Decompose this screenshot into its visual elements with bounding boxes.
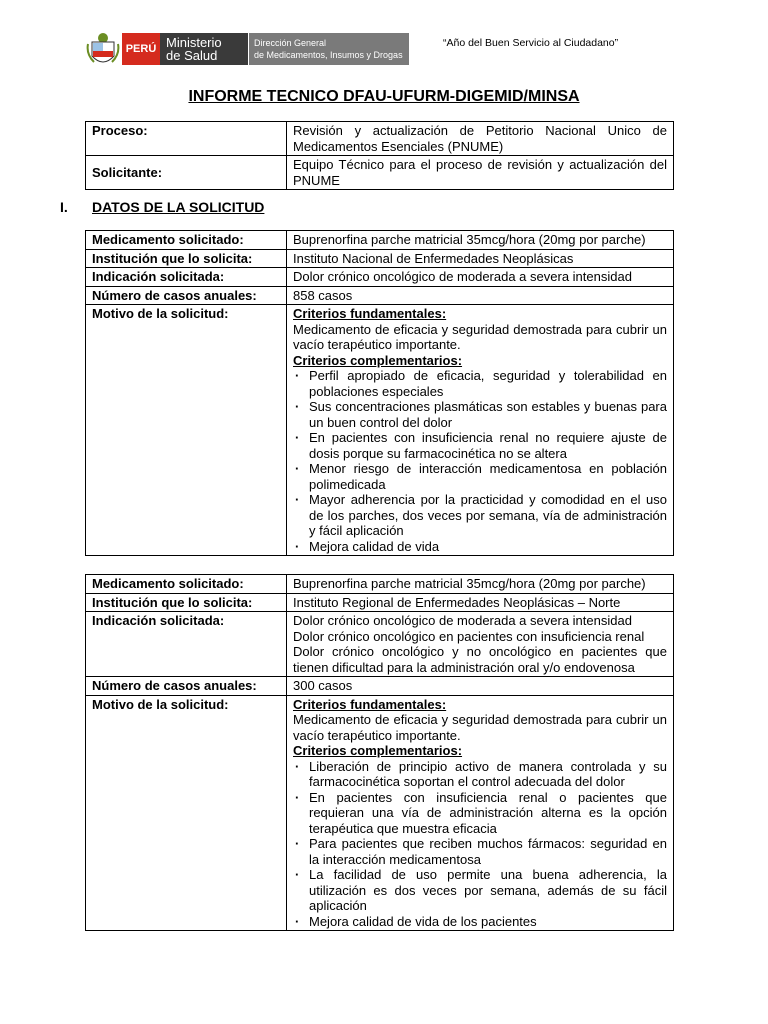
reason-value [287, 305, 674, 556]
table-row [86, 286, 674, 305]
institution-label: Institución que lo solicita: [86, 593, 287, 612]
fundamental-criteria-heading: Criterios fundamentales: [293, 306, 447, 321]
year-motto: “Año del Buen Servicio al Ciudadano” [443, 37, 619, 49]
drug-label: Medicamento solicitado: [86, 231, 287, 250]
table-row [86, 612, 674, 677]
directorate-logo [249, 33, 409, 65]
process-value: Revisión y actualización de Petitorio Nacional Unico de Medicamentos Esenciales (PNUME) [287, 122, 674, 156]
table-row [86, 231, 674, 250]
section-number: I. [60, 199, 68, 215]
list-item: · En pacientes con insuficiencia renal no requiere ajuste de dosis porque su farmacocinética no se altera [293, 430, 667, 461]
document-title: INFORME TECNICO DFAU-UFURM-DIGEMID/MINSA [188, 88, 580, 105]
request-table-1 [85, 230, 674, 556]
list-item: · Liberación de principio activo de manera controlada y su farmacocinética soportan el control adecuada del dolor [293, 759, 667, 790]
section-title: DATOS DE LA SOLICITUD [92, 199, 265, 215]
indication-label: Indicación solicitada: [86, 612, 287, 677]
indication-value [287, 612, 674, 677]
reason-value [287, 695, 674, 931]
drug-label: Medicamento solicitado: [86, 575, 287, 594]
list-item: · Mejora calidad de vida de los pacientes [293, 914, 667, 930]
table-row [86, 593, 674, 612]
table-row [86, 695, 674, 931]
complementary-criteria-list [293, 368, 667, 554]
section-heading [60, 199, 264, 215]
cases-value: 858 casos [287, 286, 674, 305]
cases-label: Número de casos anuales: [86, 677, 287, 696]
fundamental-criteria-text: Medicamento de eficacia y seguridad demostrada para cubrir un vacío terapéutico importante. [293, 712, 667, 743]
table-row [86, 268, 674, 287]
process-info-table [85, 121, 674, 190]
ministry-line1: Ministerio [166, 35, 222, 50]
cases-label: Número de casos anuales: [86, 286, 287, 305]
indication-line: Dolor crónico oncológico y no oncológico en pacientes que tienen dificultad para la administración oral y/o endovenosa [293, 644, 667, 675]
table-row [86, 575, 674, 594]
request-table-2 [85, 574, 674, 931]
list-item: · Mayor adherencia por la practicidad y comodidad en el uso de los parches, dos veces por semana, vía de administración y fácil aplicación [293, 492, 667, 539]
list-item: · Menor riesgo de interacción medicamentosa en población polimedicada [293, 461, 667, 492]
list-item: · Mejora calidad de vida [293, 539, 667, 555]
indication-line: Dolor crónico oncológico de moderada a severa intensidad [293, 613, 632, 628]
institution-value: Instituto Nacional de Enfermedades Neoplásicas [287, 249, 674, 268]
requester-value: Equipo Técnico para el proceso de revisión y actualización del PNUME [287, 156, 674, 190]
complementary-criteria-heading: Criterios complementarios: [293, 352, 463, 368]
drug-value: Buprenorfina parche matricial 35mcg/hora (20mg por parche) [287, 575, 674, 594]
table-row [86, 305, 674, 556]
fundamental-criteria-heading: Criterios fundamentales: [293, 696, 447, 712]
directorate-line2: de Medicamentos, Insumos y Drogas [254, 50, 403, 60]
table-row [86, 156, 674, 190]
process-label: Proceso: [86, 122, 287, 156]
peru-logo: PERÚ [122, 33, 160, 65]
requester-label: Solicitante: [86, 156, 287, 190]
list-item: · Para pacientes que reciben muchos fármacos: seguridad en la interacción medicamentosa [293, 836, 667, 867]
document-header [0, 0, 768, 80]
ministry-logo [160, 33, 248, 65]
cases-value: 300 casos [287, 677, 674, 696]
list-item: · Sus concentraciones plasmáticas son estables y buenas para un buen control del dolor [293, 399, 667, 430]
indication-line: Dolor crónico oncológico en pacientes con insuficiencia renal [293, 628, 645, 644]
complementary-criteria-heading: Criterios complementarios: [293, 743, 463, 758]
institution-value: Instituto Regional de Enfermedades Neoplásicas – Norte [287, 593, 674, 612]
table-row [86, 249, 674, 268]
coat-of-arms-icon [86, 30, 120, 68]
table-row [86, 677, 674, 696]
list-item: · Perfil apropiado de eficacia, seguridad y tolerabilidad en poblaciones especiales [293, 368, 667, 399]
reason-label: Motivo de la solicitud: [86, 695, 287, 931]
drug-value: Buprenorfina parche matricial 35mcg/hora (20mg por parche) [287, 231, 674, 250]
list-item: · La facilidad de uso permite una buena adherencia, la utilización es dos veces por semana, además de su fácil aplicación [293, 867, 667, 914]
reason-label: Motivo de la solicitud: [86, 305, 287, 556]
indication-value: Dolor crónico oncológico de moderada a severa intensidad [287, 268, 674, 287]
list-item: · En pacientes con insuficiencia renal o pacientes que requieran una vía de administración alterna es la opción terapéutica que muestra eficacia [293, 790, 667, 837]
indication-label: Indicación solicitada: [86, 268, 287, 287]
table-row [86, 122, 674, 156]
ministry-line2: de Salud [166, 48, 218, 63]
fundamental-criteria-text: Medicamento de eficacia y seguridad demostrada para cubrir un vacío terapéutico importante. [293, 321, 667, 352]
directorate-line1: Dirección General [254, 38, 327, 48]
complementary-criteria-list [293, 759, 667, 930]
institution-label: Institución que lo solicita: [86, 249, 287, 268]
